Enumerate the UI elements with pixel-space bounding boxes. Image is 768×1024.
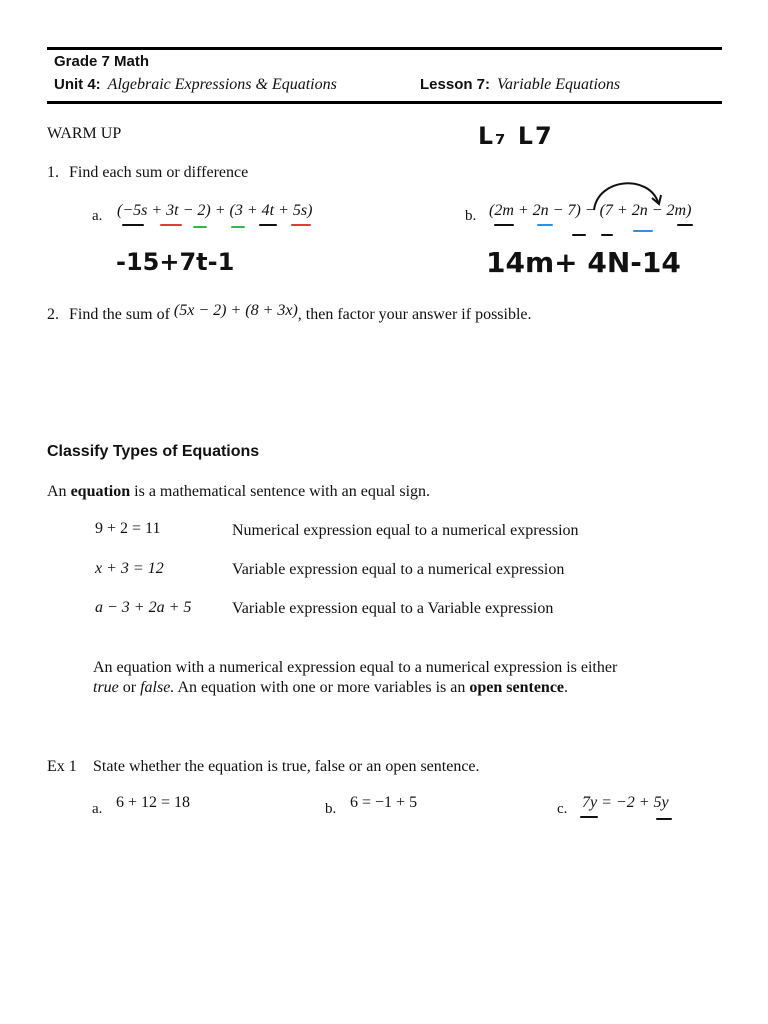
q1b-expression: (2m + 2n − 7) − (7 + 2n − 2m) [489,202,692,219]
classify-row-2-description: Variable expression equal to a numerical expression [232,561,565,578]
q1b-handwritten-answer: 14m+ 4N-14 [486,246,681,279]
q1a-underline-red-2 [291,224,311,226]
definition-term: equation [70,483,131,500]
question-1-prompt: Find each sum or difference [69,164,249,181]
q1b-underline-black-3 [601,234,613,236]
q1b-underline-black-4 [677,224,693,226]
q1b-distribute-arrow [588,176,668,216]
lesson-line [420,76,620,94]
example-1a-equation: 6 + 12 = 18 [116,794,191,811]
unit-label: Unit 4: [54,76,101,93]
example-1-prompt: State whether the equation is true, false or an open sentence. [93,758,480,775]
warmup-heading: WARM UP [47,125,122,142]
note-or: or [122,679,137,696]
course-title: Grade 7 Math [54,53,150,70]
lesson-label: Lesson 7: [420,76,491,93]
question-2-number: 2. [47,306,59,323]
classify-row-3-description: Variable expression equal to a Variable expression [232,600,554,617]
open-sentence-note-line-1: An equation with a numerical expression equal to a numerical expression is either [93,659,618,676]
example-1c-underline-2 [656,818,672,820]
q1a-underline-black-2 [259,224,277,226]
question-2-prompt-start: Find the sum of [69,306,170,323]
q1a-handwritten-answer: -15+7t-1 [116,248,235,276]
q1b-underline-blue-1 [537,224,553,226]
note-middle: An equation with one or more variables is an [177,679,466,696]
header-bottom-rule [47,101,722,104]
unit-title: Algebraic Expressions & Equations [107,76,337,93]
q1a-underline-black-1 [122,224,144,226]
classify-row-3-equation: a − 3 + 2a + 5 [95,599,192,616]
note-false: false. [140,679,175,696]
example-1b-label: b. [325,801,337,817]
example-1c-label: c. [557,801,568,817]
q1a-underline-red-1 [160,224,182,226]
question-1-number: 1. [47,164,59,181]
question-2-prompt-end: , then factor your answer if possible. [297,306,532,323]
equation-definition [47,483,430,501]
open-sentence-note-line-2 [93,679,568,697]
q1a-label: a. [92,208,103,224]
example-1a-label: a. [92,801,103,817]
example-1c-equation: 7y = −2 + 5y [582,794,669,811]
note-open-sentence: open sentence [469,679,565,696]
definition-start: An [47,483,67,500]
note-end: . [564,679,569,696]
question-1 [47,164,248,182]
q1b-underline-black-1 [494,224,514,226]
q1a-underline-green-1 [193,226,207,228]
classify-row-2-equation: x + 3 = 12 [95,560,164,577]
question-2-expression: (5x − 2) + (8 + 3x) [173,302,298,319]
example-1-label: Ex 1 [47,758,77,775]
lesson-title: Variable Equations [497,76,621,93]
q1b-underline-black-2 [572,234,586,236]
header-top-rule [47,47,722,50]
handwritten-scribble: ᒪ₇ ᒪ7 [478,122,554,150]
q1b-label: b. [465,208,477,224]
classify-heading: Classify Types of Equations [47,443,260,460]
q1a-underline-green-2 [231,226,245,228]
question-2 [47,302,532,324]
example-1c-underline-1 [580,816,598,818]
note-true: true [93,679,119,696]
q1a-expression: (−5s + 3t − 2) + (3 + 4t + 5s) [117,202,313,219]
classify-row-1-equation: 9 + 2 = 11 [95,520,161,537]
unit-line [54,76,337,94]
definition-rest: is a mathematical sentence with an equal sign. [134,483,431,500]
classify-row-1-description: Numerical expression equal to a numerical expression [232,522,579,539]
q1b-underline-blue-2 [633,230,653,232]
example-1b-equation: 6 = −1 + 5 [350,794,418,811]
